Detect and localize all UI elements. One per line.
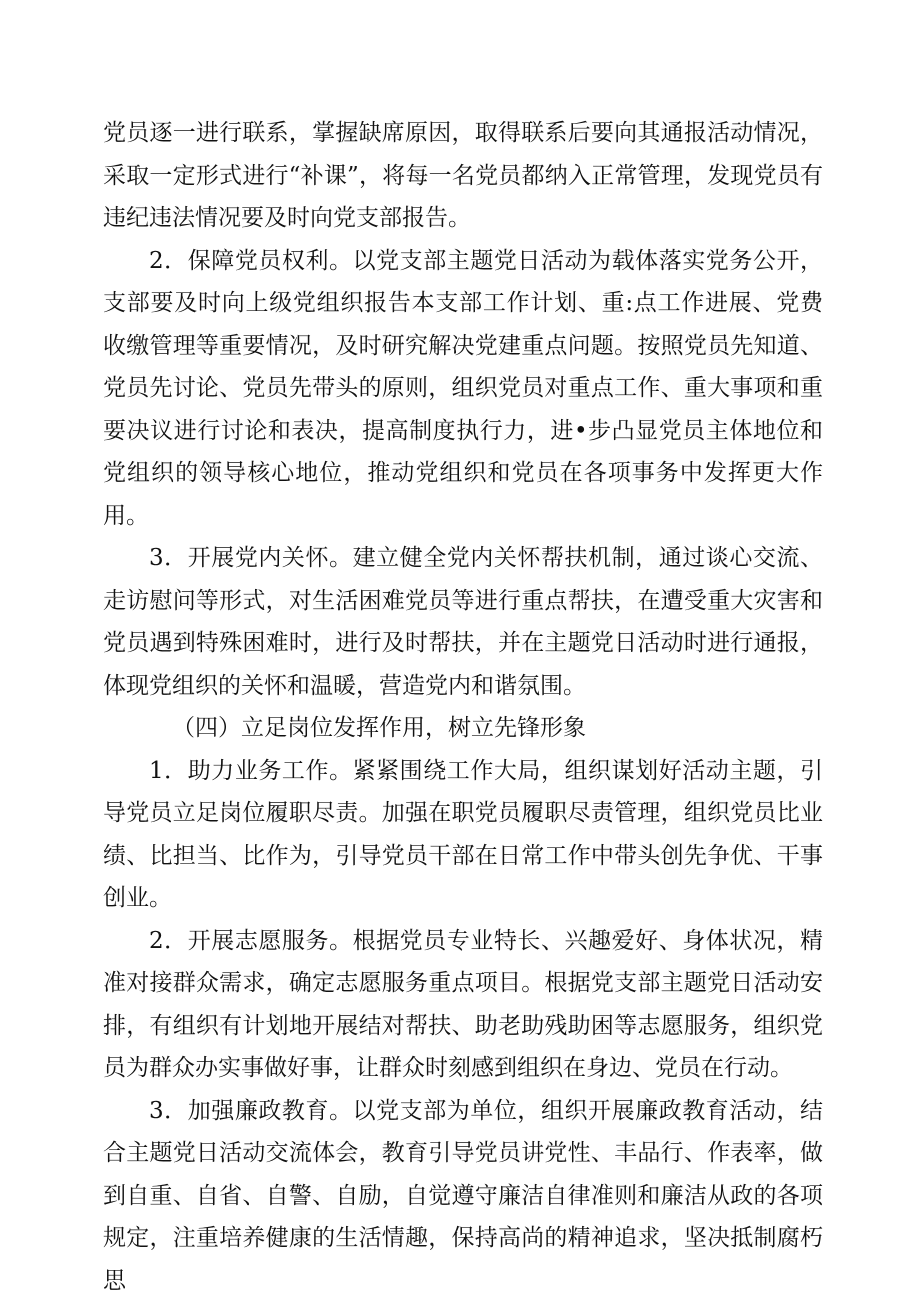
paragraph-support-business: 1．助力业务工作。紧紧围绕工作大局，组织谋划好活动主题，引导党员立足岗位履职尽责。加强在职党员履职尽责管理，组织党员比业绩、比担当、比作为，引导党员干部在日常工作中带头创先争优、干事创业。 bbox=[103, 750, 823, 920]
paragraph-protect-member-rights: 2．保障党员权利。以党支部主题党日活动为载体落实党务公开，支部要及时向上级党组织报告本支部工作计划、重:点工作进展、党费收缴管理等重要情况，及时研究解决党建重点问题。按照党员先知道、党员先讨论、党员先带头的原则，组织党员对重点工作、重大事项和重要决议进行讨论和表决，提高制度执行力，进•步凸显党员主体地位和党组织的领导核心地位，推动党组织和党员在各项事务中发挥更大作用。 bbox=[103, 240, 823, 538]
section-heading-4: （四）立足岗位发挥作用，树立先锋形象 bbox=[103, 707, 823, 750]
paragraph-integrity-education: 3．加强廉政教育。以党支部为单位，组织开展廉政教育活动，结合主题党日活动交流体会，教育引导党员讲党性、丰品行、作表率，做到自重、自省、自警、自励，自觉遵守廉洁自律准则和廉洁从政的各项规定，注重培养健康的生活情趣，保持高尚的精神追求，坚决抵制腐朽思 bbox=[103, 1090, 823, 1302]
paragraph-party-care: 3．开展党内关怀。建立健全党内关怀帮扶机制，通过谈心交流、走访慰问等形式，对生活困难党员等进行重点帮扶，在遭受重大灾害和党员遇到特殊困难时，进行及时帮扶，并在主题党日活动时进行通报，体现党组织的关怀和温暖，营造党内和谐氛围。 bbox=[103, 537, 823, 707]
paragraph-continuation: 党员逐一进行联系，掌握缺席原因，取得联系后要向其通报活动情况，采取一定形式进行“补课”，将每一名党员都纳入正常管理，发现党员有违纪违法情况要及时向党支部报告。 bbox=[103, 112, 823, 240]
paragraph-volunteer-service: 2．开展志愿服务。根据党员专业特长、兴趣爱好、身体状况，精准对接群众需求，确定志愿服务重点项目。根据党支部主题党日活动安排，有组织有计划地开展结对帮扶、助老助残助困等志愿服务，组织党员为群众办实事做好事，让群众时刻感到组织在身边、党员在行动。 bbox=[103, 920, 823, 1090]
document-body bbox=[103, 112, 823, 1302]
